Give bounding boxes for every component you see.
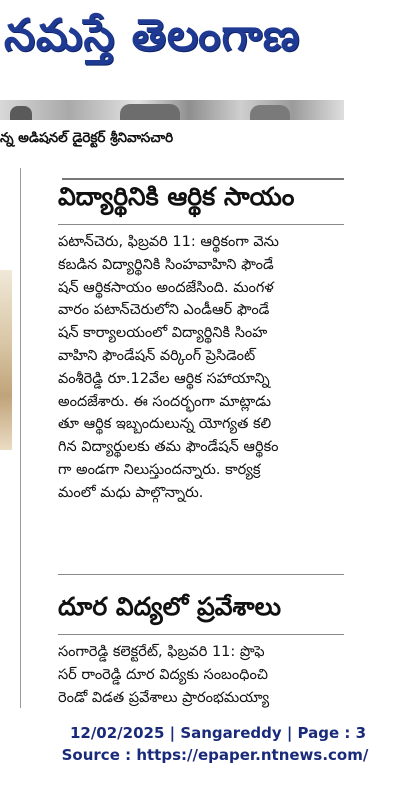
article-line: అందజేశారు. ఈ సందర్భంగా మాట్లాడు (58, 393, 272, 410)
article-body (58, 225, 344, 505)
article-line: పటాన్‌చెరు, ఫిబ్రవరి 11: ఆర్థికంగా వెను (58, 234, 279, 250)
newspaper-logo: నమస్తే తెలంగాణ (4, 10, 301, 61)
photo-figure (250, 105, 290, 120)
article-line: సంగారెడ్డి కలెక్టరేట్, ఫిబ్రవరి 11: ప్రొఫె (58, 644, 265, 660)
article-line: వారం పటాన్‌చెరులోని ఎండీఆర్ ఫౌండే (58, 302, 270, 319)
footer-source-link[interactable]: Source : https://epaper.ntnews.com/ (61, 746, 369, 764)
article-headline: విద్యార్థినికి ఆర్థిక సాయం (58, 180, 344, 225)
article-distance-education (58, 590, 344, 709)
article-line: కబడిన విద్యార్థినికి సింహవాహిని ఫౌండే (58, 256, 274, 273)
article-financial-aid (58, 180, 344, 505)
article-headline: దూర విద్యలో ప్రవేశాలు (58, 590, 344, 635)
source-footer (0, 722, 400, 766)
article-separator (58, 574, 344, 575)
cropped-left-photo (0, 270, 12, 450)
article-line: వాహిని ఫౌండేషన్ వర్కింగ్ ప్రెసిడెంట్ (58, 347, 256, 364)
article-line: వంశీరెడ్డి రూ.12వేల ఆర్థిక సహాయాన్ని (58, 370, 270, 387)
article-line: గిన విద్యార్థులకు తమ ఫౌండేషన్ ఆర్థికం (58, 439, 279, 456)
article-line: గా అండగా నిలుస్తుందన్నారు. కార్యక్ర (58, 461, 261, 478)
cropped-photo (0, 100, 344, 120)
article-line: మంలో మధు పాల్గొన్నారు. (58, 484, 204, 501)
footer-date-edition: 12/02/2025 | Sangareddy | Page : 3 (69, 724, 367, 742)
article-line: సర్ రాంరెడ్డి దూర విద్యకు సంబంధించి (58, 666, 268, 683)
photo-caption: న్న అడిషనల్ డైరెక్టర్ శ్రీనివాసచారి (0, 130, 174, 146)
article-line: రెండో విడత ప్రవేశాలు ప్రారంభమయ్యా (58, 689, 270, 706)
column-divider (20, 168, 21, 708)
photo-figure (10, 106, 32, 120)
article-line: షన్ ఆర్థికసాయం అందజేసింది. మంగళ (58, 279, 274, 296)
masthead (0, 0, 400, 84)
article-line: తూ ఆర్థిక ఇబ్బందులున్న యోగ్యత కలి (58, 416, 272, 433)
article-body (58, 635, 344, 709)
article-line: షన్ కార్యాలయంలో విద్యార్థినికి సింహ (58, 325, 268, 342)
photo-figure (120, 104, 180, 120)
